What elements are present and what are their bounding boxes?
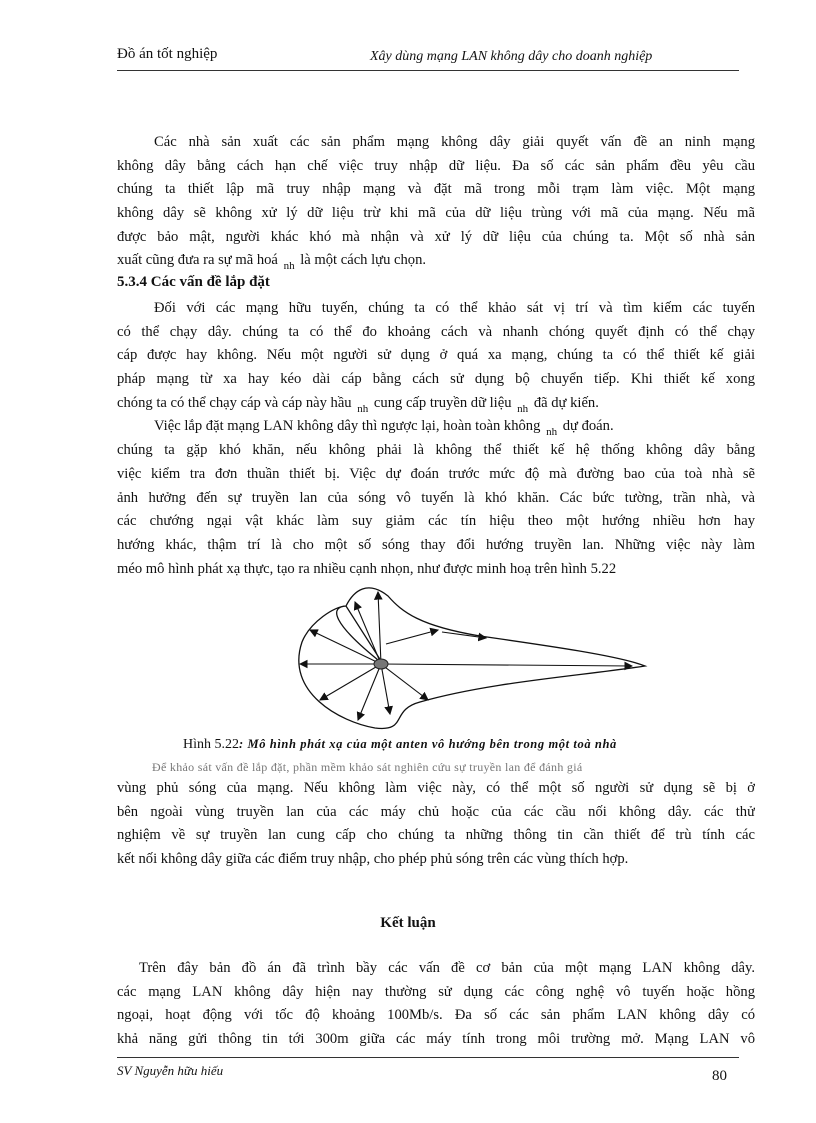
text-line: bên ngoài vùng truyền lan của các máy chủ hoặc của các cầu nối không dây. các thử <box>117 803 755 820</box>
text-line: pháp mạng từ xa hay kéo dài cáp bằng cách sử dụng bộ chuyển tiếp. Khi thiết kế xong <box>117 371 755 388</box>
subscript-fragment: nh <box>357 402 369 415</box>
radiation-arrow <box>358 664 381 720</box>
text-line: không dây bằng cách hạn chế việc truy nhập dữ liệu. Đa số các sản phẩm đều yêu cầu <box>117 157 755 174</box>
header-rule <box>117 70 739 71</box>
radiation-arrow <box>310 630 381 664</box>
subscript-fragment: nh <box>546 426 558 439</box>
text-line: khả năng gửi thông tin tới 300m giữa các máy tính trong môi trường mở. Mạng LAN vô <box>117 1031 755 1048</box>
radiation-arrow <box>381 664 390 714</box>
subscript-fragment: nh <box>283 260 295 273</box>
text-line: Trên đây bản đồ án đã trình bầy các vấn đề cơ bản của một mạng LAN không dây. <box>139 960 755 976</box>
antenna-node <box>374 659 388 669</box>
paragraph-security <box>117 131 755 273</box>
subscript-fragment: nh <box>517 402 529 415</box>
figure-caption-text: : Mô hình phát xạ của một anten vô hướng bên trong một toà nhà <box>239 737 617 751</box>
text-line: được bảo mật, người khác khó mà nhận và xử lý dữ liệu của chúng ta. Một số nhà sản <box>117 228 755 245</box>
radiation-arrow <box>381 664 428 700</box>
header-title-right: Xây dùng mạng LAN không dây cho doanh nghiệp <box>370 49 653 64</box>
text-line <box>117 392 755 416</box>
overlapped-text-line: Để khảo sát vấn đề lắp đặt, phần mềm khảo sát nghiên cứu sự truyền lan để đánh giá <box>152 760 583 774</box>
text-line <box>117 249 755 273</box>
text-line: việc kiểm tra đơn thuần thiết bị. Việc dự đoán trước mức độ mà đường bao của toà nhà sẽ <box>117 465 755 482</box>
text-fragment: cung cấp truyền dữ liệu <box>373 394 512 411</box>
text-line: vùng phủ sóng của mạng. Nếu không làm việc này, có thể một số người sử dụng sẽ bị ở <box>117 780 755 796</box>
text-line: có thể chạy dây. chúng ta có thể đo khoảng cách và nhanh chóng quyết định có thể chạy <box>117 323 755 340</box>
text-fragment: xuất cũng đưa ra sự mã hoá <box>117 252 278 269</box>
radiation-arrow <box>355 602 381 664</box>
radiation-arrow <box>320 664 381 700</box>
text-line: các mạng LAN không dây hiện nay thường sử dụng các công nghệ vô tuyến hoặc hồng <box>117 983 755 1000</box>
radiation-arrow <box>381 664 632 666</box>
paragraph-conclusion <box>117 957 755 1052</box>
text-fragment: Việc lắp đặt mạng LAN không dây thì ngược lại, hoàn toàn không <box>154 418 541 435</box>
figure-caption <box>183 737 617 753</box>
text-line: ảnh hưởng đến sự truyền lan của sóng vô tuyến là khó khăn. Các bức tường, trần nhà, và <box>117 489 755 506</box>
radiation-arrow <box>378 592 381 664</box>
section-heading: 5.3.4 Các vấn đề lắp đặt <box>117 274 270 290</box>
text-line <box>117 415 755 439</box>
footer-author: SV Nguyễn hữu hiếu <box>117 1063 224 1078</box>
radiation-pattern-figure <box>290 582 650 732</box>
text-line: chúng ta thiết lập mã truy nhập mạng và đặt mã trong mỗi trạm làm việc. Một mạng <box>117 181 755 198</box>
text-line: Đối với các mạng hữu tuyến, chúng ta có thể khảo sát vị trí và tìm kiếm các tuyến <box>154 300 755 316</box>
paragraph-wired <box>117 297 755 581</box>
paragraph-survey <box>117 777 755 872</box>
text-line: Các nhà sản xuất các sản phẩm mạng không dây giải quyết vấn đề an ninh mạng <box>154 134 755 150</box>
footer-rule <box>117 1057 739 1058</box>
text-line: nghiệm về sự truyền lan cung cấp cho chúng ta những thông tin cần thiết để trù tính các <box>117 827 755 844</box>
header-title-left: Đồ án tốt nghiệp <box>117 46 218 62</box>
radiation-arrow <box>386 630 438 644</box>
page-number: 80 <box>712 1068 727 1084</box>
building-outline <box>299 588 645 729</box>
text-fragment: đã dự kiến. <box>533 394 599 411</box>
text-line: các chướng ngại vật khác làm suy giảm các tín hiệu theo một hướng nhiều hơn hay <box>117 513 755 530</box>
text-fragment: chóng ta có thể chạy cáp và cáp này hầu <box>117 394 352 411</box>
text-line: chúng ta gặp khó khăn, nếu không phải là không thể thiết kế hệ thống không dây bằng <box>117 442 755 459</box>
text-line: méo mô hình phát xạ thực, tạo ra nhiều cạnh nhọn, như được minh hoạ trên hình 5.22 <box>117 560 617 577</box>
text-line: kết nối không dây giữa các điểm truy nhập, cho phép phủ sóng trên các vùng thích hợp. <box>117 851 629 868</box>
figure-label: Hình 5.22 <box>183 737 239 752</box>
text-fragment: là một cách lựu chọn. <box>300 252 427 269</box>
text-line: không dây sẽ không xử lý dữ liệu trừ khi mã của dữ liệu trùng với mã của mạng. Nếu mã <box>117 205 755 222</box>
text-line: ngoại, hoạt động với tốc độ khoảng 100Mb/s. Đa số các sản phẩm LAN không dây có <box>117 1007 755 1024</box>
text-line: cáp được hay không. Nếu một người sử dụng ở quá xa mạng, chúng ta có thể thiết kế giải <box>117 347 755 364</box>
conclusion-title: Kết luận <box>380 915 436 931</box>
text-line: hướng khác, thậm trí là cho một số sóng thay đổi hướng truyền lan. Những việc này làm <box>117 536 755 553</box>
text-fragment: dự đoán. <box>562 418 614 435</box>
